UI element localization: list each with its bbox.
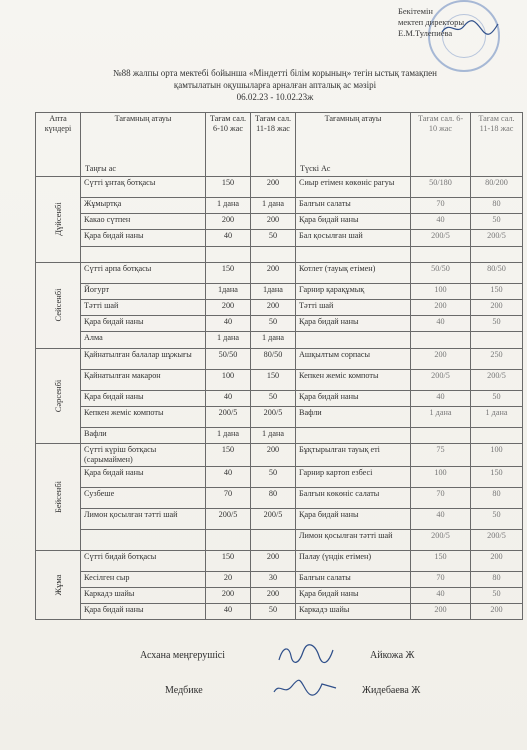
table-row [36,246,523,262]
breakfast-weight-11-18: 200 [251,443,296,466]
breakfast-weight-11-18: 200 [251,588,296,604]
breakfast-dish: Сүтті ұнтақ ботқасы [81,177,206,198]
day-cell [36,443,81,550]
breakfast-weight-6-10: 150 [206,262,251,283]
breakfast-weight-6-10: 150 [206,550,251,571]
breakfast-weight-6-10: 20 [206,571,251,587]
lunch-dish: Қара бидай наны [296,390,411,406]
breakfast-weight-11-18: 200 [251,177,296,198]
day-cell [36,262,81,348]
lunch-dish [296,332,411,348]
breakfast-weight-6-10: 1 дана [206,198,251,214]
breakfast-weight-6-10 [206,529,251,550]
table-row [36,550,523,571]
breakfast-dish: Сузбеше [81,487,206,508]
breakfast-weight-11-18 [251,529,296,550]
day-cell [36,550,81,620]
table-row [36,466,523,487]
table-row [36,529,523,550]
lunch-weight-11-18 [471,332,523,348]
breakfast-weight-11-18: 50 [251,230,296,246]
day-cell [36,177,81,263]
lunch-weight-6-10: 50/50 [411,262,471,283]
lunch-dish: Балғын салаты [296,571,411,587]
breakfast-dish: Қара бидай наны [81,230,206,246]
breakfast-weight-6-10: 200/5 [206,508,251,529]
breakfast-dish: Қара бидай наны [81,316,206,332]
lunch-dish: Тәтті шай [296,299,411,315]
breakfast-dish: Жұмыртқа [81,198,206,214]
breakfast-weight-11-18: 80/50 [251,348,296,369]
breakfast-weight-6-10: 40 [206,316,251,332]
approval-title: Бекітемін [398,6,433,16]
lunch-weight-11-18: 200/5 [471,369,523,390]
lunch-weight-11-18 [471,427,523,443]
table-row [36,443,523,466]
lunch-weight-6-10: 150 [411,550,471,571]
breakfast-dish: Кепкен жеміс компоты [81,406,206,427]
header-breakfast-food: Тағамның атауы Таңғы ас [81,113,206,177]
breakfast-dish: Сүтті күріш ботқасы (сарымаймен) [81,443,206,466]
breakfast-weight-6-10: 40 [206,390,251,406]
breakfast-weight-11-18: 30 [251,571,296,587]
heading-date-range: 06.02.23 - 10.02.23ж [236,92,314,102]
breakfast-weight-6-10: 40 [206,604,251,620]
day-label: Сейсенбі [53,288,63,322]
breakfast-dish: Лимон қосылған тәтті шай [81,508,206,529]
cook-name: Айкожа Ж [370,650,415,661]
table-row [36,427,523,443]
breakfast-dish: Тәтті шай [81,299,206,315]
breakfast-dish: Қара бидай наны [81,390,206,406]
breakfast-dish: Қара бидай наны [81,604,206,620]
table-row [36,604,523,620]
lunch-weight-6-10: 1 дана [411,406,471,427]
lunch-dish: Палау (үндік етімен) [296,550,411,571]
breakfast-weight-6-10: 40 [206,230,251,246]
breakfast-dish: Сүтті арпа ботқасы [81,262,206,283]
day-label: Бейсенбі [53,480,63,513]
breakfast-dish: Қайнатылған макарон [81,369,206,390]
lunch-weight-6-10: 200 [411,604,471,620]
lunch-weight-11-18: 50 [471,508,523,529]
breakfast-dish: Вафли [81,427,206,443]
lunch-dish: Сиыр етімен көкөніс рагуы [296,177,411,198]
breakfast-weight-11-18: 50 [251,466,296,487]
lunch-dish: Балғын көкөніс салаты [296,487,411,508]
approval-name: Е.М.Тулепиева [398,28,453,38]
lunch-weight-6-10: 200/5 [411,529,471,550]
lunch-weight-6-10 [411,246,471,262]
breakfast-weight-11-18: 1 дана [251,427,296,443]
breakfast-dish: Кесілген сыр [81,571,206,587]
weekly-menu-table [35,112,523,620]
lunch-weight-6-10: 200 [411,299,471,315]
lunch-weight-11-18: 100 [471,443,523,466]
lunch-weight-6-10: 75 [411,443,471,466]
header-day: Апта күндері [36,113,81,177]
lunch-weight-6-10 [411,332,471,348]
breakfast-dish [81,246,206,262]
lunch-weight-6-10: 40 [411,588,471,604]
header-lunch-weight-11-18: Тағам сал. 11-18 жас [471,113,523,177]
lunch-weight-11-18: 250 [471,348,523,369]
lunch-weight-11-18: 200 [471,604,523,620]
breakfast-weight-6-10: 150 [206,177,251,198]
lunch-weight-6-10: 50/180 [411,177,471,198]
nurse-role: Медбике [165,685,203,696]
table-row [36,588,523,604]
breakfast-weight-11-18: 50 [251,390,296,406]
lunch-dish: Бал қосылған шай [296,230,411,246]
lunch-weight-6-10: 70 [411,487,471,508]
approval-block [398,6,523,39]
lunch-weight-11-18: 50 [471,316,523,332]
lunch-dish: Котлет (тауық етімен) [296,262,411,283]
lunch-weight-6-10: 100 [411,466,471,487]
lunch-weight-6-10: 40 [411,214,471,230]
lunch-weight-6-10: 200/5 [411,230,471,246]
lunch-dish [296,427,411,443]
lunch-weight-11-18: 80 [471,571,523,587]
table-body [36,177,523,620]
table-row [36,348,523,369]
breakfast-weight-11-18: 200/5 [251,406,296,427]
breakfast-weight-11-18: 50 [251,316,296,332]
table-row [36,332,523,348]
lunch-weight-6-10: 70 [411,198,471,214]
lunch-dish: Қара бидай наны [296,508,411,529]
day-label: Сәрсенбі [53,379,63,412]
table-row [36,283,523,299]
table-row [36,571,523,587]
lunch-weight-6-10: 200 [411,348,471,369]
lunch-weight-11-18: 80 [471,487,523,508]
table-row [36,316,523,332]
lunch-weight-11-18: 200/5 [471,529,523,550]
lunch-weight-6-10: 200/5 [411,369,471,390]
breakfast-weight-6-10: 1 дана [206,427,251,443]
table-row [36,177,523,198]
lunch-weight-11-18: 150 [471,466,523,487]
breakfast-weight-11-18: 150 [251,369,296,390]
breakfast-weight-6-10 [206,246,251,262]
lunch-weight-6-10: 100 [411,283,471,299]
breakfast-weight-11-18: 80 [251,487,296,508]
lunch-weight-6-10: 70 [411,571,471,587]
lunch-weight-11-18: 200/5 [471,230,523,246]
breakfast-weight-6-10: 200 [206,299,251,315]
breakfast-dish: Каркадэ шайы [81,588,206,604]
table-row [36,369,523,390]
table-row [36,390,523,406]
table-row [36,262,523,283]
breakfast-weight-11-18: 1дана [251,283,296,299]
lunch-weight-6-10: 40 [411,508,471,529]
lunch-weight-11-18: 50 [471,214,523,230]
breakfast-weight-6-10: 200 [206,588,251,604]
breakfast-weight-11-18: 200 [251,299,296,315]
header-breakfast-label: Таңғы ас [85,164,116,173]
cook-signature [275,642,335,666]
breakfast-dish: Йогурт [81,283,206,299]
table-row [36,487,523,508]
table-row [36,299,523,315]
lunch-weight-11-18 [471,246,523,262]
table-row [36,198,523,214]
header-breakfast-weight-11-18: Тағам сал. 11-18 жас [251,113,296,177]
lunch-dish: Балғын салаты [296,198,411,214]
table-row [36,214,523,230]
lunch-weight-11-18: 80/200 [471,177,523,198]
breakfast-weight-11-18 [251,246,296,262]
header-lunch-label: Түскі Ас [300,164,331,173]
breakfast-dish: Алма [81,332,206,348]
breakfast-weight-11-18: 200/5 [251,508,296,529]
header-breakfast-weight-6-10: Тағам сал. 6-10 жас [206,113,251,177]
approval-position: мектеп директоры [398,17,465,27]
breakfast-weight-11-18: 1 дана [251,332,296,348]
breakfast-weight-11-18: 50 [251,604,296,620]
breakfast-weight-6-10: 70 [206,487,251,508]
breakfast-weight-6-10: 100 [206,369,251,390]
breakfast-weight-11-18: 200 [251,214,296,230]
breakfast-weight-11-18: 200 [251,262,296,283]
lunch-dish: Ашқылтым сорпасы [296,348,411,369]
header-lunch-weight-6-10: Тағам сал. 6-10 жас [411,113,471,177]
lunch-dish: Гарнир қарақұмық [296,283,411,299]
breakfast-weight-11-18: 200 [251,550,296,571]
heading-line-2: қамтылатын оқушыларға арналған апталық ас мәзірі [173,80,377,90]
breakfast-dish [81,529,206,550]
breakfast-weight-11-18: 1 дана [251,198,296,214]
day-label: Дүйсенбі [53,202,63,237]
table-row [36,230,523,246]
nurse-signature [270,676,340,700]
lunch-weight-11-18: 50 [471,588,523,604]
lunch-weight-11-18: 200 [471,299,523,315]
lunch-dish: Бұқтырылған тауық еті [296,443,411,466]
lunch-dish: Каркадэ шайы [296,604,411,620]
heading-line-1: №88 жалпы орта мектебі бойынша «Міндетті білім корының» тегін ыстық тамақпен [113,68,437,78]
breakfast-dish: Какао сүтпен [81,214,206,230]
lunch-weight-11-18: 50 [471,390,523,406]
breakfast-dish: Сүтті бидай ботқасы [81,550,206,571]
breakfast-dish: Қайнатылған балалар шұжығы [81,348,206,369]
nurse-name: Жидебаева Ж [362,685,421,696]
lunch-weight-6-10: 40 [411,316,471,332]
day-label: Жұма [53,574,63,596]
day-cell [36,348,81,443]
cook-role: Асхана меңгерушісі [140,650,225,661]
lunch-weight-6-10 [411,427,471,443]
header-lunch-food: Тағамның атауы Түскі Ас [296,113,411,177]
table-row [36,508,523,529]
breakfast-dish: Қара бидай наны [81,466,206,487]
breakfast-weight-6-10: 200/5 [206,406,251,427]
lunch-weight-11-18: 200 [471,550,523,571]
lunch-dish: Гарнир картоп езбесі [296,466,411,487]
breakfast-weight-6-10: 150 [206,443,251,466]
lunch-dish: Қара бидай наны [296,214,411,230]
breakfast-weight-6-10: 200 [206,214,251,230]
breakfast-weight-6-10: 50/50 [206,348,251,369]
lunch-dish: Қара бидай наны [296,316,411,332]
lunch-weight-11-18: 150 [471,283,523,299]
lunch-dish: Лимон қосылған тәтті шай [296,529,411,550]
lunch-dish [296,246,411,262]
breakfast-weight-6-10: 40 [206,466,251,487]
table-row [36,406,523,427]
lunch-weight-11-18: 80 [471,198,523,214]
table-header-row [36,113,523,177]
lunch-weight-11-18: 1 дана [471,406,523,427]
lunch-weight-11-18: 80/50 [471,262,523,283]
breakfast-weight-6-10: 1 дана [206,332,251,348]
document-heading [60,67,490,103]
lunch-dish: Кепкен жеміс компоты [296,369,411,390]
breakfast-weight-6-10: 1дана [206,283,251,299]
lunch-dish: Вафли [296,406,411,427]
lunch-dish: Қара бидай наны [296,588,411,604]
lunch-weight-6-10: 40 [411,390,471,406]
